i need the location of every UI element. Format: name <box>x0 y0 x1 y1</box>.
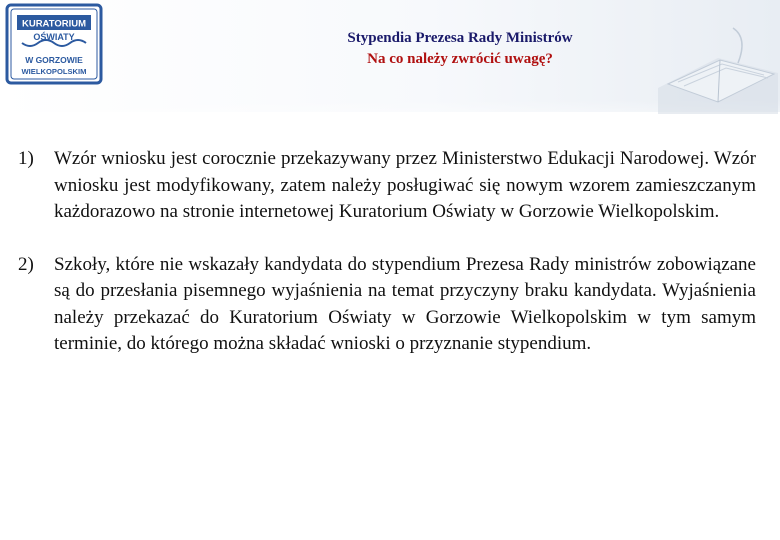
page-subtitle: Na co należy zwrócić uwagę? <box>367 51 553 67</box>
list-item <box>18 252 756 358</box>
list-item-text: Wzór wniosku jest corocznie przekazywany przez Ministerstwo Edukacji Narodowej. Wzór wniosku jest modyfikowany, zatem należy posługiwać się nowym wzorem zamieszczanym każdorazowo na stronie internetowej Kuratorium Oświaty w Gorzowie Wielkopolskim. <box>54 148 756 222</box>
list-item-text: Szkoły, które nie wskazały kandydata do stypendium Prezesa Rady ministrów zobowiązane są do przesłania pisemnego wyjaśnienia na temat przyczyny braku kandydata. Wyjaśnienia należy przekazać do Kuratorium Oświaty w Gorzowie Wielkopolskim w tym samym terminie, do którego można składać wnioski o przyznanie stypendium. <box>54 253 756 354</box>
logo-line3: W GORZOWIE <box>25 55 83 65</box>
kuratorium-logo <box>4 3 104 85</box>
content-list <box>18 146 756 358</box>
page-title: Stypendia Prezesa Rady Ministrów <box>347 30 573 46</box>
list-item-number: 1) <box>18 148 34 169</box>
logo-line4: WIELKOPOLSKIM <box>21 67 87 76</box>
list-item <box>18 146 756 226</box>
logo-line1: KURATORIUM <box>21 18 87 30</box>
list-item-number: 2) <box>18 253 34 275</box>
logo-line2: OŚWIATY <box>33 32 75 42</box>
book-icon <box>638 18 780 114</box>
